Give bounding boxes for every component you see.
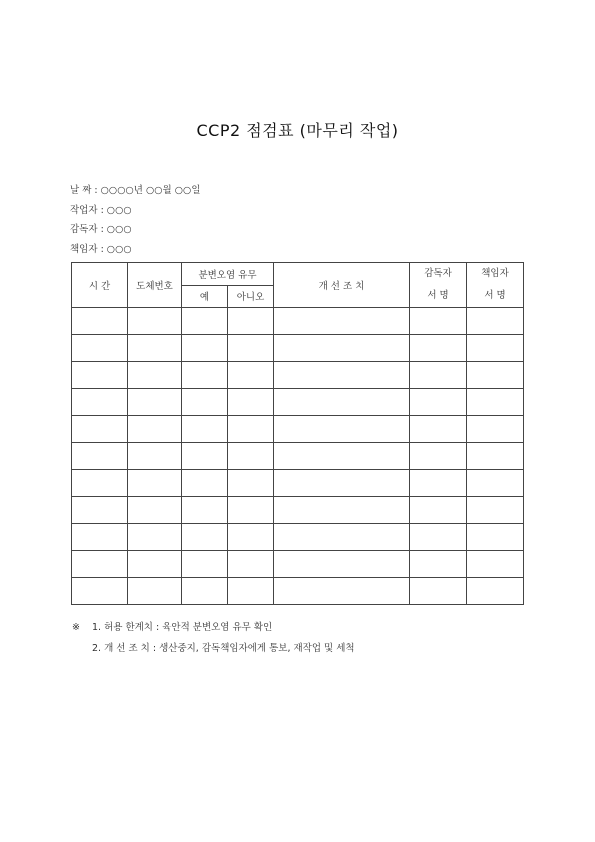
header-manager-sign: [467, 263, 524, 308]
table-cell[interactable]: [72, 362, 128, 389]
table-cell[interactable]: [274, 389, 410, 416]
table-cell[interactable]: [128, 443, 182, 470]
table-cell[interactable]: [467, 551, 524, 578]
note-1-text: 1. 허용 한계치 : 육안적 분변오염 유무 확인: [92, 622, 273, 633]
table-cell[interactable]: [72, 578, 128, 605]
table-cell[interactable]: [410, 470, 467, 497]
table-cell[interactable]: [228, 362, 274, 389]
header-supervisor-sign: [410, 263, 467, 308]
table-row: [72, 551, 524, 578]
table-cell[interactable]: [182, 443, 228, 470]
table-cell[interactable]: [182, 578, 228, 605]
table-cell[interactable]: [274, 470, 410, 497]
table-cell[interactable]: [274, 416, 410, 443]
table-cell[interactable]: [228, 524, 274, 551]
header-time: 시 간: [72, 263, 128, 308]
table-row: [72, 362, 524, 389]
table-cell[interactable]: [410, 308, 467, 335]
table-cell[interactable]: [228, 335, 274, 362]
header-manager-line2: 서 명: [484, 290, 506, 301]
table-row: [72, 578, 524, 605]
table-cell[interactable]: [410, 362, 467, 389]
header-carcass-no: 도체번호: [128, 263, 182, 308]
table-cell[interactable]: [410, 416, 467, 443]
table-cell[interactable]: [72, 389, 128, 416]
info-value-worker: : ○○○: [100, 204, 132, 216]
note-1: [72, 617, 355, 638]
table-row: [72, 308, 524, 335]
table-cell[interactable]: [182, 389, 228, 416]
header-corrective-action: 개 선 조 치: [274, 263, 410, 308]
info-row-supervisor: [70, 220, 201, 240]
table-cell[interactable]: [128, 389, 182, 416]
table-cell[interactable]: [128, 524, 182, 551]
table-cell[interactable]: [410, 389, 467, 416]
table-cell[interactable]: [467, 308, 524, 335]
info-row-worker: [70, 201, 201, 221]
table-cell[interactable]: [72, 308, 128, 335]
table-cell[interactable]: [228, 551, 274, 578]
table-cell[interactable]: [410, 551, 467, 578]
table-cell[interactable]: [128, 362, 182, 389]
info-label-supervisor: 감독자: [70, 224, 98, 235]
table-cell[interactable]: [274, 308, 410, 335]
table-cell[interactable]: [72, 416, 128, 443]
table-cell[interactable]: [72, 335, 128, 362]
table-cell[interactable]: [410, 497, 467, 524]
table-row: [72, 470, 524, 497]
header-supervisor-line2: 서 명: [427, 290, 449, 301]
table-cell[interactable]: [274, 551, 410, 578]
table-cell[interactable]: [467, 578, 524, 605]
table-cell[interactable]: [228, 416, 274, 443]
table-row: [72, 416, 524, 443]
note-2-text: 2. 개 선 조 치 : 생산중지, 감독책임자에게 통보, 재작업 및 세척: [92, 643, 355, 654]
table-cell[interactable]: [182, 416, 228, 443]
table-cell[interactable]: [228, 389, 274, 416]
info-value-supervisor: : ○○○: [100, 224, 132, 235]
table-cell[interactable]: [128, 308, 182, 335]
table-cell[interactable]: [72, 470, 128, 497]
table-cell[interactable]: [228, 470, 274, 497]
header-supervisor-line1: 감독자: [424, 268, 452, 279]
table-cell[interactable]: [182, 362, 228, 389]
header-manager-line1: 책임자: [481, 268, 509, 279]
table-cell[interactable]: [128, 470, 182, 497]
table-cell[interactable]: [467, 443, 524, 470]
info-block: [70, 181, 201, 259]
table-cell[interactable]: [467, 524, 524, 551]
table-cell[interactable]: [72, 551, 128, 578]
table-cell[interactable]: [410, 443, 467, 470]
header-no: 아니오: [228, 285, 274, 308]
checklist-body: [72, 308, 524, 605]
table-cell[interactable]: [228, 443, 274, 470]
note-2: [72, 638, 355, 659]
table-cell[interactable]: [274, 497, 410, 524]
table-cell[interactable]: [274, 443, 410, 470]
info-value-date: : ○○○○년 ○○월 ○○일: [94, 185, 201, 196]
table-cell[interactable]: [182, 308, 228, 335]
table-cell[interactable]: [410, 524, 467, 551]
table-cell[interactable]: [467, 335, 524, 362]
table-cell[interactable]: [228, 308, 274, 335]
header-yes: 예: [182, 285, 228, 308]
table-row: [72, 335, 524, 362]
table-cell[interactable]: [72, 497, 128, 524]
info-value-manager: : ○○○: [100, 243, 132, 255]
table-cell[interactable]: [182, 335, 228, 362]
table-cell[interactable]: [274, 524, 410, 551]
table-cell[interactable]: [467, 416, 524, 443]
table-cell[interactable]: [182, 524, 228, 551]
info-row-manager: [70, 240, 201, 260]
table-cell[interactable]: [467, 362, 524, 389]
table-cell[interactable]: [228, 578, 274, 605]
note-mark: ※: [72, 622, 80, 633]
table-cell[interactable]: [182, 551, 228, 578]
info-label-worker: 작업자: [70, 204, 98, 216]
table-row: [72, 497, 524, 524]
page-title: CCP2 점검표 (마무리 작업): [196, 121, 399, 140]
table-cell[interactable]: [410, 578, 467, 605]
info-label-date: 날 짜: [70, 185, 92, 196]
header-contamination: 분변오염 유무: [182, 263, 274, 286]
table-cell[interactable]: [274, 578, 410, 605]
table-cell[interactable]: [274, 335, 410, 362]
table-cell[interactable]: [128, 416, 182, 443]
table-cell[interactable]: [128, 497, 182, 524]
table-row: [72, 524, 524, 551]
table-cell[interactable]: [410, 335, 467, 362]
checklist-table: [71, 262, 524, 605]
table-row: [72, 389, 524, 416]
table-cell[interactable]: [467, 497, 524, 524]
table-cell[interactable]: [182, 497, 228, 524]
info-row-date: [70, 181, 201, 201]
table-cell[interactable]: [128, 578, 182, 605]
table-cell[interactable]: [467, 389, 524, 416]
table-cell[interactable]: [72, 524, 128, 551]
table-cell[interactable]: [128, 551, 182, 578]
table-cell[interactable]: [467, 470, 524, 497]
table-cell[interactable]: [228, 497, 274, 524]
notes-block: [72, 617, 355, 659]
table-cell[interactable]: [128, 335, 182, 362]
info-label-manager: 책임자: [70, 243, 98, 255]
table-row: [72, 443, 524, 470]
table-cell[interactable]: [72, 443, 128, 470]
table-cell[interactable]: [182, 470, 228, 497]
table-cell[interactable]: [274, 362, 410, 389]
